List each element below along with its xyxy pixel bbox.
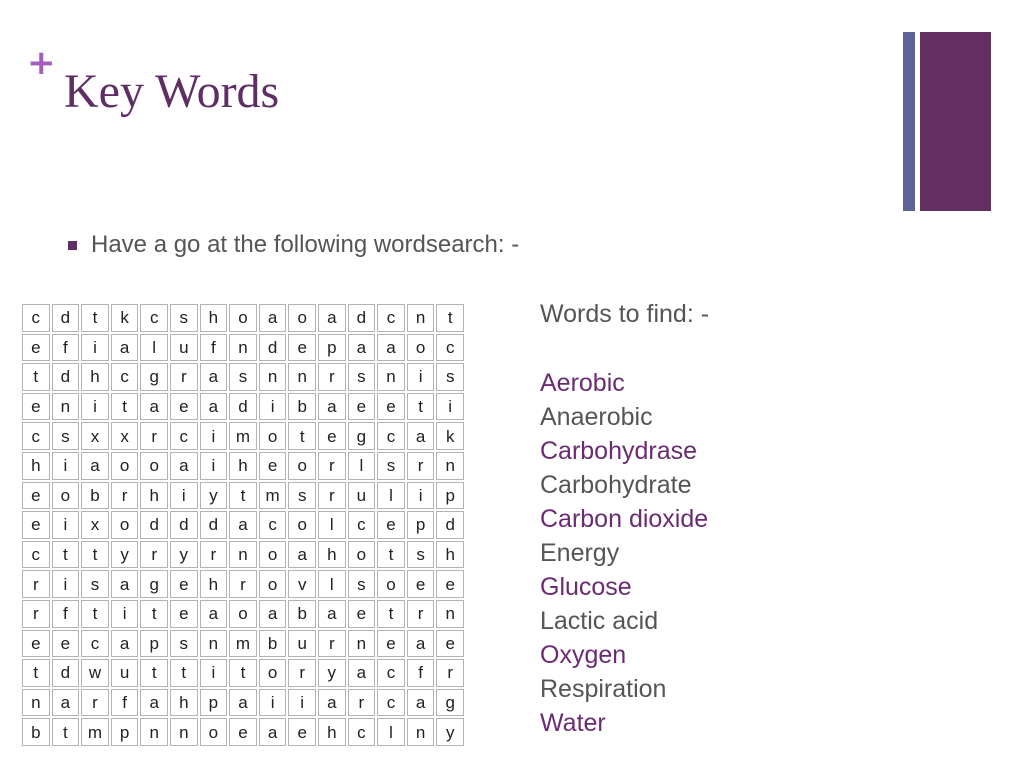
wordsearch-cell: p [111, 718, 139, 746]
word-list-item: Aerobic [540, 369, 625, 397]
wordsearch-cell: a [140, 393, 168, 421]
wordsearch-cell: y [318, 659, 346, 687]
wordsearch-cell: r [318, 482, 346, 510]
wordsearch-cell: u [170, 334, 198, 362]
wordsearch-cell: e [348, 600, 376, 628]
wordsearch-cell: l [318, 511, 346, 539]
wordsearch-cell: d [52, 659, 80, 687]
wordsearch-cell: d [52, 304, 80, 332]
wordsearch-cell: a [52, 689, 80, 717]
wordsearch-cell: c [377, 689, 405, 717]
wordsearch-cell: p [436, 482, 464, 510]
wordsearch-cell: n [288, 363, 316, 391]
wordsearch-cell: e [170, 393, 198, 421]
wordsearch-cell: r [81, 689, 109, 717]
wordsearch-cell: h [229, 452, 257, 480]
wordsearch-cell: t [377, 600, 405, 628]
wordsearch-cell: a [259, 304, 287, 332]
wordsearch-cell: o [140, 452, 168, 480]
wordsearch-cell: n [52, 393, 80, 421]
wordsearch-cell: o [259, 422, 287, 450]
wordsearch-cell: s [377, 452, 405, 480]
wordsearch-cell: f [200, 334, 228, 362]
wordsearch-cell: h [81, 363, 109, 391]
slide-title: Key Words [64, 65, 280, 118]
bullet-point [68, 230, 519, 260]
wordsearch-cell: g [140, 363, 168, 391]
wordsearch-cell: v [288, 570, 316, 598]
wordsearch-cell: a [111, 630, 139, 658]
wordsearch-cell: t [288, 422, 316, 450]
wordsearch-cell: r [288, 659, 316, 687]
wordsearch-cell: e [377, 393, 405, 421]
wordsearch-cell: k [111, 304, 139, 332]
wordsearch-cell: e [288, 718, 316, 746]
wordsearch-cell: i [288, 689, 316, 717]
word-list-item: Respiration [540, 675, 667, 703]
wordsearch-cell: e [170, 570, 198, 598]
wordsearch-cell: o [407, 334, 435, 362]
decorative-bar-thick [920, 32, 991, 211]
wordsearch-cell: a [318, 689, 346, 717]
wordsearch-cell: g [140, 570, 168, 598]
wordsearch-cell: r [318, 630, 346, 658]
wordsearch-cell: u [111, 659, 139, 687]
words-heading: Words to find: - [540, 300, 710, 328]
word-list [540, 366, 708, 740]
plus-icon: + [27, 43, 56, 83]
word-list-item: Water [540, 709, 606, 737]
wordsearch-cell: i [52, 452, 80, 480]
wordsearch-cell: s [81, 570, 109, 598]
wordsearch-cell: t [170, 659, 198, 687]
wordsearch-cell: o [348, 541, 376, 569]
wordsearch-cell: c [377, 304, 405, 332]
wordsearch-cell: a [200, 363, 228, 391]
wordsearch-cell: r [407, 600, 435, 628]
wordsearch-cell: i [259, 393, 287, 421]
wordsearch-cell: o [111, 511, 139, 539]
wordsearch-cell: e [318, 422, 346, 450]
wordsearch-cell: f [407, 659, 435, 687]
wordsearch-cell: o [229, 304, 257, 332]
wordsearch-cell: s [436, 363, 464, 391]
wordsearch-cell: c [170, 422, 198, 450]
wordsearch-cell: a [200, 393, 228, 421]
wordsearch-cell: c [111, 363, 139, 391]
wordsearch-cell: s [52, 422, 80, 450]
wordsearch-cell: t [377, 541, 405, 569]
wordsearch-cell: d [140, 511, 168, 539]
wordsearch-cell: a [259, 600, 287, 628]
wordsearch-cell: o [259, 570, 287, 598]
wordsearch-cell: e [170, 600, 198, 628]
wordsearch-cell: c [259, 511, 287, 539]
wordsearch-cell: i [200, 452, 228, 480]
wordsearch-cell: d [52, 363, 80, 391]
wordsearch-cell: r [140, 422, 168, 450]
wordsearch-cell: i [81, 334, 109, 362]
wordsearch-cell: o [288, 452, 316, 480]
wordsearch-cell: f [52, 334, 80, 362]
wordsearch-cell: d [170, 511, 198, 539]
wordsearch-cell: k [436, 422, 464, 450]
wordsearch-cell: h [200, 570, 228, 598]
wordsearch-cell: c [436, 334, 464, 362]
wordsearch-cell: t [22, 363, 50, 391]
wordsearch-cell: n [140, 718, 168, 746]
wordsearch-cell: y [111, 541, 139, 569]
wordsearch-cell: d [259, 334, 287, 362]
wordsearch-cell: d [436, 511, 464, 539]
wordsearch-cell: x [111, 422, 139, 450]
wordsearch-cell: r [140, 541, 168, 569]
wordsearch-cell: t [436, 304, 464, 332]
wordsearch-cell: e [377, 511, 405, 539]
wordsearch-cell: a [81, 452, 109, 480]
wordsearch-cell: e [436, 630, 464, 658]
wordsearch-cell: b [22, 718, 50, 746]
wordsearch-cell: e [22, 334, 50, 362]
wordsearch-cell: i [81, 393, 109, 421]
wordsearch-cell: n [348, 630, 376, 658]
wordsearch-cell: x [81, 422, 109, 450]
wordsearch-cell: c [377, 422, 405, 450]
wordsearch-cell: c [81, 630, 109, 658]
wordsearch-cell: i [259, 689, 287, 717]
wordsearch-cell: o [229, 600, 257, 628]
wordsearch-cell: n [436, 452, 464, 480]
bullet-square-icon [68, 241, 77, 250]
wordsearch-cell: o [111, 452, 139, 480]
wordsearch-cell: n [170, 718, 198, 746]
wordsearch-cell: s [229, 363, 257, 391]
wordsearch-cell: e [436, 570, 464, 598]
wordsearch-cell: c [348, 511, 376, 539]
wordsearch-cell: i [170, 482, 198, 510]
wordsearch-cell: r [407, 452, 435, 480]
wordsearch-cell: e [22, 630, 50, 658]
wordsearch-cell: h [318, 718, 346, 746]
wordsearch-cell: p [407, 511, 435, 539]
wordsearch-cell: a [348, 659, 376, 687]
wordsearch-cell: y [200, 482, 228, 510]
wordsearch-cell: y [436, 718, 464, 746]
wordsearch-cell: i [200, 422, 228, 450]
wordsearch-cell: i [200, 659, 228, 687]
wordsearch-cell: n [229, 334, 257, 362]
wordsearch-cell: t [81, 304, 109, 332]
wordsearch-cell: l [318, 570, 346, 598]
decorative-bar-thin [903, 32, 915, 211]
wordsearch-cell: t [81, 600, 109, 628]
wordsearch-cell: i [52, 511, 80, 539]
wordsearch-cell: r [22, 600, 50, 628]
wordsearch-grid [22, 304, 464, 746]
wordsearch-cell: a [170, 452, 198, 480]
wordsearch-cell: m [81, 718, 109, 746]
word-list-item: Carbohydrate [540, 471, 692, 499]
wordsearch-cell: i [436, 393, 464, 421]
wordsearch-cell: o [200, 718, 228, 746]
wordsearch-cell: c [22, 541, 50, 569]
wordsearch-cell: a [407, 689, 435, 717]
wordsearch-cell: w [81, 659, 109, 687]
wordsearch-cell: t [229, 659, 257, 687]
wordsearch-cell: r [170, 363, 198, 391]
word-list-item: Energy [540, 539, 620, 567]
wordsearch-cell: c [22, 304, 50, 332]
wordsearch-cell: l [140, 334, 168, 362]
wordsearch-cell: t [81, 541, 109, 569]
wordsearch-cell: o [259, 541, 287, 569]
wordsearch-cell: h [22, 452, 50, 480]
wordsearch-cell: s [170, 630, 198, 658]
word-list-item: Lactic acid [540, 607, 659, 635]
wordsearch-cell: p [318, 334, 346, 362]
word-list-item: Carbon dioxide [540, 505, 709, 533]
wordsearch-cell: n [22, 689, 50, 717]
wordsearch-cell: a [407, 630, 435, 658]
wordsearch-cell: s [288, 482, 316, 510]
wordsearch-cell: e [52, 630, 80, 658]
wordsearch-cell: b [81, 482, 109, 510]
wordsearch-cell: r [229, 570, 257, 598]
wordsearch-cell: m [229, 630, 257, 658]
word-list-item: Anaerobic [540, 403, 653, 431]
wordsearch-cell: t [229, 482, 257, 510]
wordsearch-cell: i [52, 570, 80, 598]
wordsearch-cell: r [318, 363, 346, 391]
wordsearch-cell: c [377, 659, 405, 687]
wordsearch-cell: t [52, 541, 80, 569]
wordsearch-cell: b [288, 600, 316, 628]
wordsearch-cell: l [348, 452, 376, 480]
wordsearch-cell: p [200, 689, 228, 717]
wordsearch-cell: s [407, 541, 435, 569]
wordsearch-cell: e [229, 718, 257, 746]
wordsearch-cell: u [348, 482, 376, 510]
wordsearch-cell: r [200, 541, 228, 569]
wordsearch-cell: o [259, 659, 287, 687]
wordsearch-cell: c [348, 718, 376, 746]
wordsearch-cell: m [259, 482, 287, 510]
wordsearch-cell: n [436, 600, 464, 628]
wordsearch-cell: o [288, 304, 316, 332]
word-list-item: Carbohydrase [540, 437, 698, 465]
wordsearch-cell: r [111, 482, 139, 510]
wordsearch-cell: r [318, 452, 346, 480]
wordsearch-cell: g [436, 689, 464, 717]
wordsearch-cell: a [111, 334, 139, 362]
wordsearch-cell: n [407, 304, 435, 332]
wordsearch-cell: c [22, 422, 50, 450]
wordsearch-cell: m [229, 422, 257, 450]
wordsearch-cell: a [318, 600, 346, 628]
wordsearch-cell: d [229, 393, 257, 421]
wordsearch-cell: e [22, 482, 50, 510]
wordsearch-cell: e [259, 452, 287, 480]
wordsearch-cell: t [111, 393, 139, 421]
bullet-text: Have a go at the following wordsearch: - [91, 231, 520, 258]
wordsearch-cell: n [377, 363, 405, 391]
wordsearch-cell: a [229, 689, 257, 717]
wordsearch-cell: h [436, 541, 464, 569]
wordsearch-cell: t [407, 393, 435, 421]
wordsearch-cell: t [22, 659, 50, 687]
wordsearch-cell: e [348, 393, 376, 421]
wordsearch-cell: t [140, 600, 168, 628]
wordsearch-cell: e [22, 511, 50, 539]
wordsearch-cell: i [407, 363, 435, 391]
wordsearch-cell: a [407, 422, 435, 450]
wordsearch-cell: d [348, 304, 376, 332]
wordsearch-cell: l [377, 718, 405, 746]
wordsearch-cell: l [377, 482, 405, 510]
wordsearch-cell: a [348, 334, 376, 362]
wordsearch-cell: a [229, 511, 257, 539]
wordsearch-cell: y [170, 541, 198, 569]
wordsearch-cell: b [288, 393, 316, 421]
wordsearch-cell: e [407, 570, 435, 598]
wordsearch-cell: n [229, 541, 257, 569]
wordsearch-cell: i [407, 482, 435, 510]
wordsearch-cell: e [377, 630, 405, 658]
wordsearch-cell: u [288, 630, 316, 658]
wordsearch-cell: h [140, 482, 168, 510]
wordsearch-cell: e [22, 393, 50, 421]
wordsearch-cell: r [436, 659, 464, 687]
wordsearch-cell: f [111, 689, 139, 717]
wordsearch-cell: n [407, 718, 435, 746]
wordsearch-cell: o [377, 570, 405, 598]
wordsearch-cell: r [22, 570, 50, 598]
wordsearch-cell: n [259, 363, 287, 391]
word-list-item: Glucose [540, 573, 632, 601]
wordsearch-cell: t [52, 718, 80, 746]
wordsearch-cell: a [259, 718, 287, 746]
wordsearch-cell: a [318, 393, 346, 421]
wordsearch-cell: t [140, 659, 168, 687]
wordsearch-cell: h [170, 689, 198, 717]
wordsearch-cell: a [288, 541, 316, 569]
wordsearch-cell: a [200, 600, 228, 628]
wordsearch-cell: o [52, 482, 80, 510]
wordsearch-cell: h [318, 541, 346, 569]
wordsearch-cell: b [259, 630, 287, 658]
word-list-item: Oxygen [540, 641, 627, 669]
wordsearch-cell: a [377, 334, 405, 362]
wordsearch-cell: r [348, 689, 376, 717]
wordsearch-cell: s [170, 304, 198, 332]
wordsearch-cell: h [200, 304, 228, 332]
wordsearch-cell: x [81, 511, 109, 539]
wordsearch-cell: s [348, 363, 376, 391]
wordsearch-cell: e [288, 334, 316, 362]
wordsearch-cell: i [111, 600, 139, 628]
wordsearch-cell: c [140, 304, 168, 332]
wordsearch-cell: a [318, 304, 346, 332]
wordsearch-cell: a [111, 570, 139, 598]
wordsearch-cell: a [140, 689, 168, 717]
wordsearch-cell: f [52, 600, 80, 628]
wordsearch-cell: d [200, 511, 228, 539]
wordsearch-cell: g [348, 422, 376, 450]
wordsearch-cell: p [140, 630, 168, 658]
wordsearch-cell: s [348, 570, 376, 598]
wordsearch-cell: o [288, 511, 316, 539]
wordsearch-cell: n [200, 630, 228, 658]
